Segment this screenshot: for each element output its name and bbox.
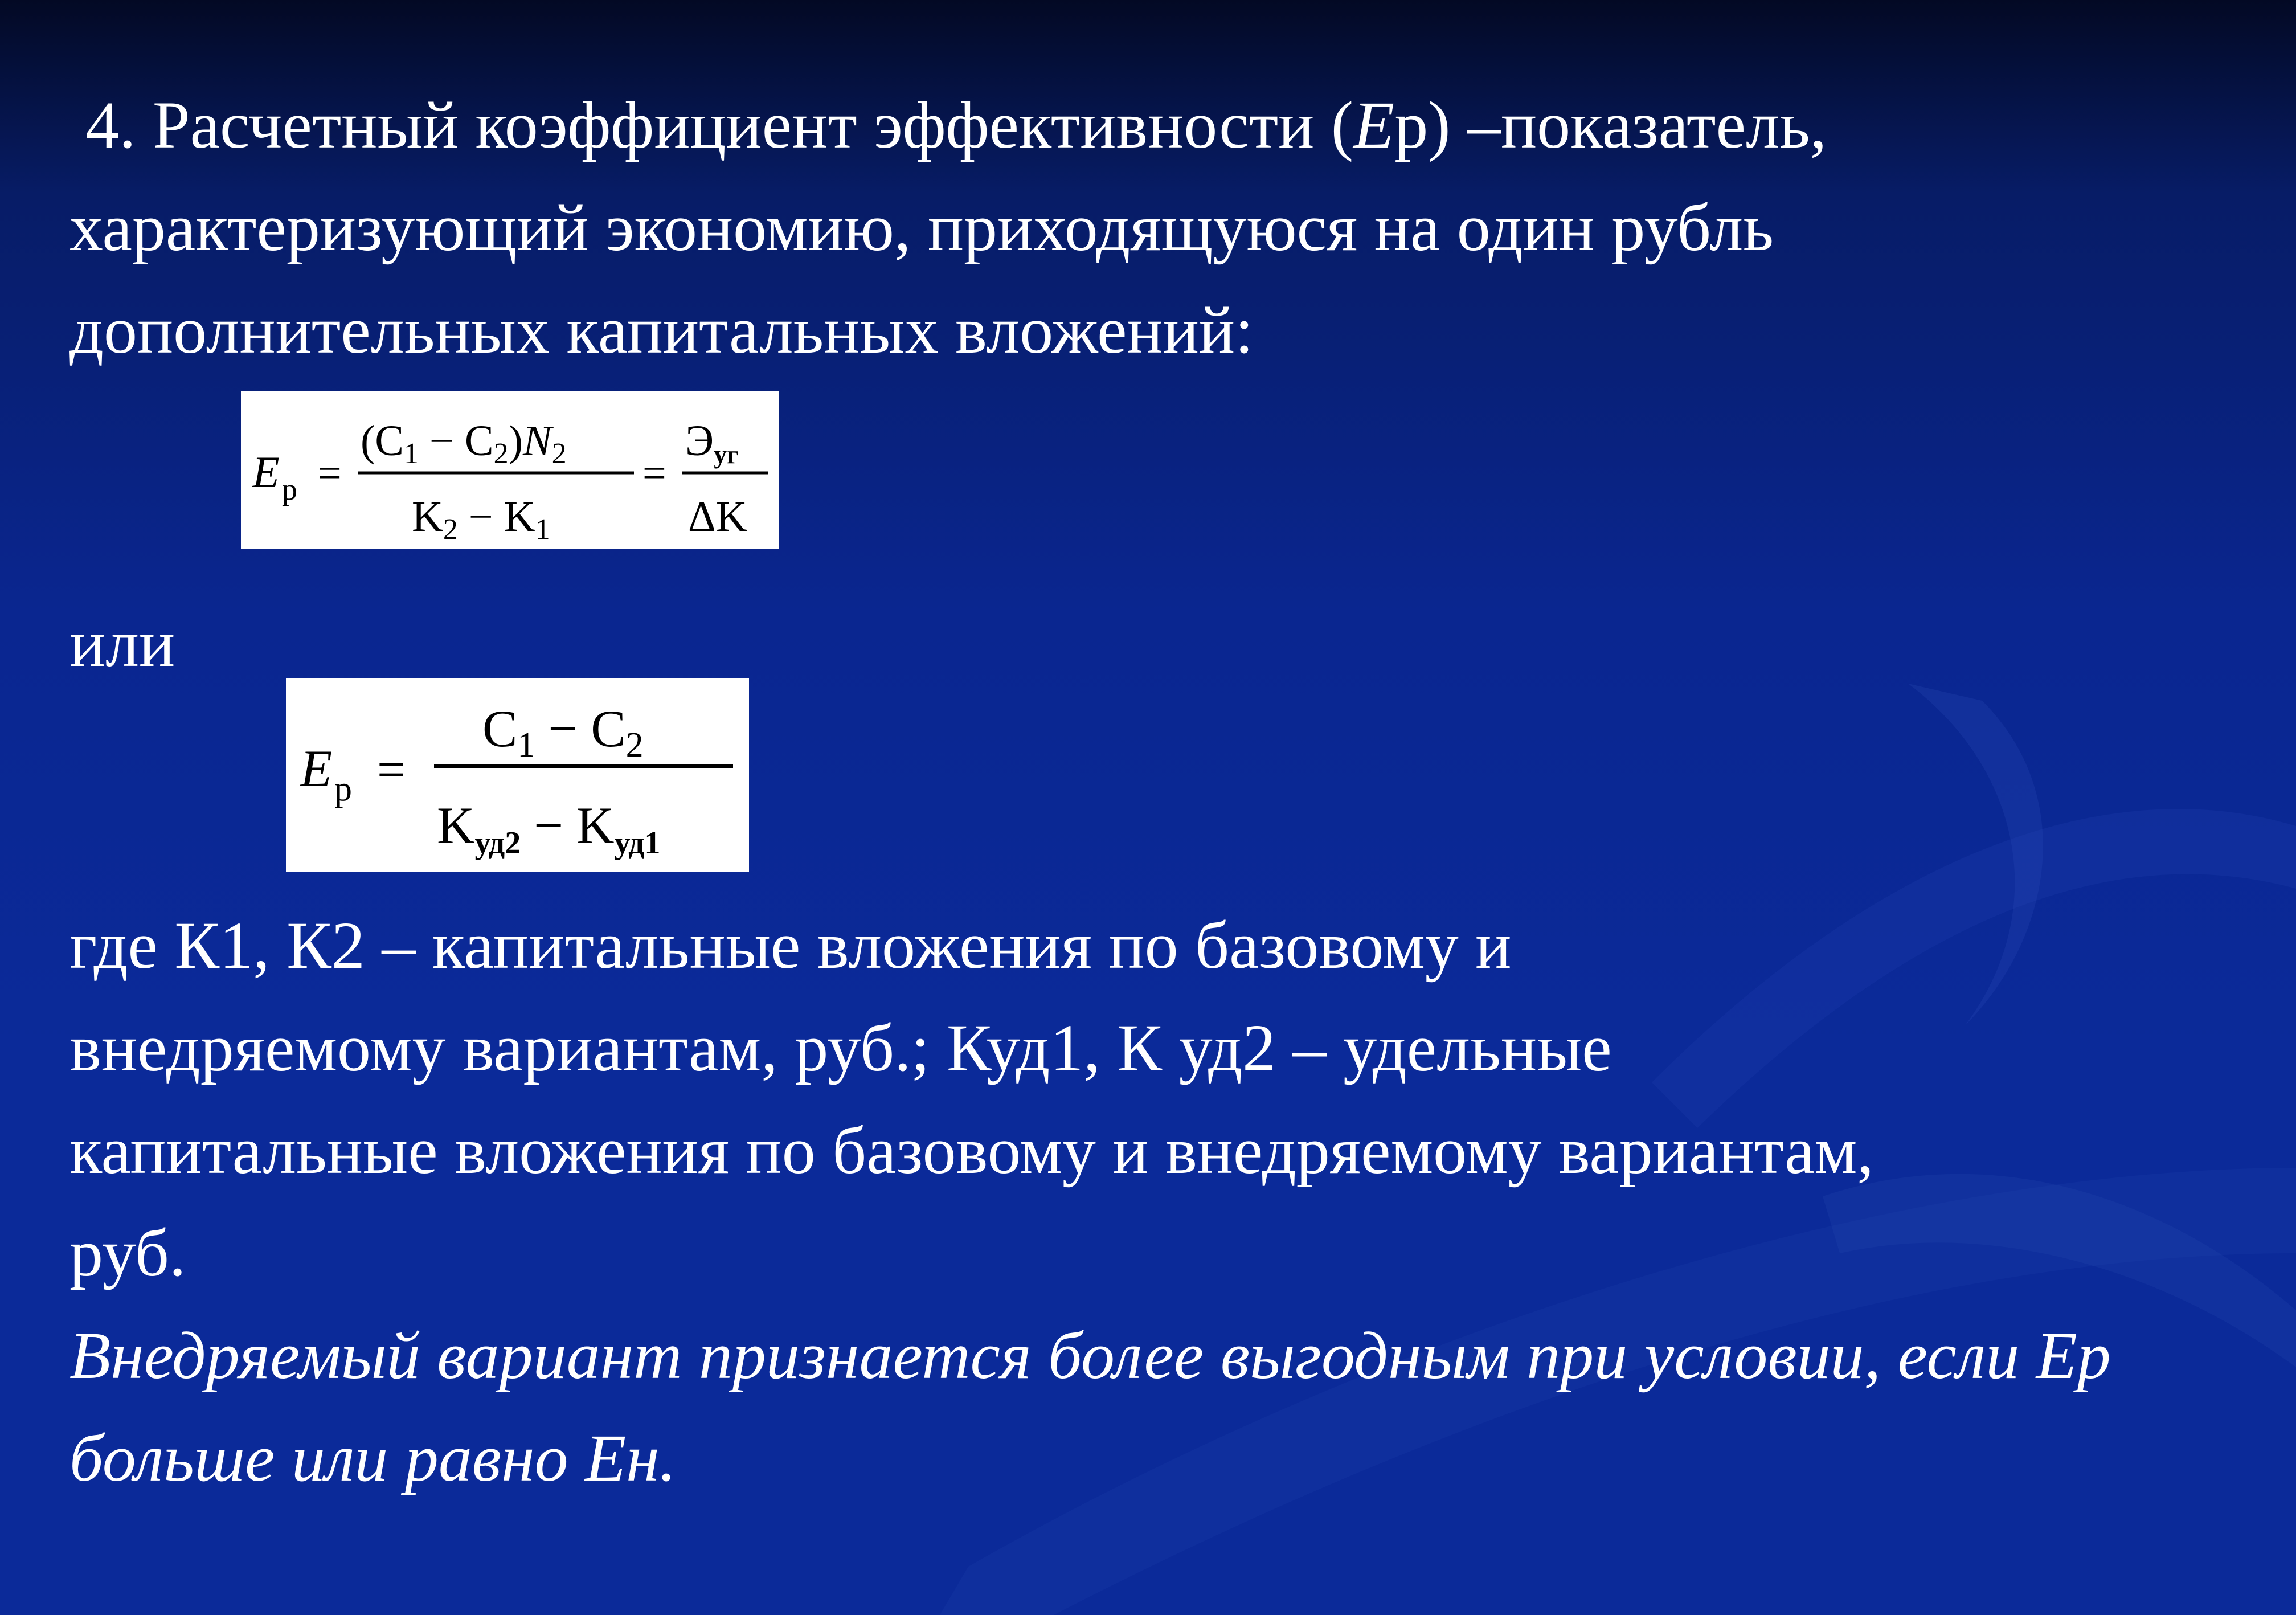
formula-1-equals-2: = [642,450,666,497]
formula-1-lhs-subscript: р [282,472,297,506]
conclusion-line-1: Внедряемый вариант признается более выгодным при условии, если Ер [69,1318,2111,1393]
explanation-line-2: внедряемому вариантам, руб.; Куд1, К уд2 – удельные [69,1011,1612,1085]
heading-line-1: 4. Расчетный коэффициент эффективности (Eр) –показатель, [85,88,1827,162]
conclusion-line-2: больше или равно Ен. [69,1421,677,1495]
formula-2-denominator: Kуд2 − Kуд1 [437,796,661,861]
formula-1-lhs-symbol: E [252,447,280,497]
connector-text: или [69,606,175,681]
formula-1-economy-symbol: Эуг [685,417,739,469]
formula-1-denominator: K2 − K1 [412,493,550,546]
formula-1-equals-1: = [318,450,342,497]
formula-2-lhs-subscript: р [334,770,352,808]
explanation-line-4: руб. [69,1216,186,1290]
explanation-line-1: где К1, К2 – капитальные вложения по базовому и [69,908,1512,983]
formula-2-image [286,678,749,872]
formula-1-numerator: (C1 − C2)N2 [361,417,567,470]
formula-2-equals: = [377,742,406,798]
heading-line-3: дополнительных капитальных вложений: [69,293,1254,367]
formula-2-numerator: C1 − C2 [482,700,644,764]
formula-1-delta-k: ΔK [688,493,747,541]
formula-2-lhs-symbol: E [300,739,333,798]
explanation-line-3: капитальные вложения по базовому и внедряемому вариантам, [69,1113,1874,1188]
formula-1-image [241,391,779,549]
heading-line-2: характеризующий экономию, приходящуюся на один рубль [69,190,1774,265]
